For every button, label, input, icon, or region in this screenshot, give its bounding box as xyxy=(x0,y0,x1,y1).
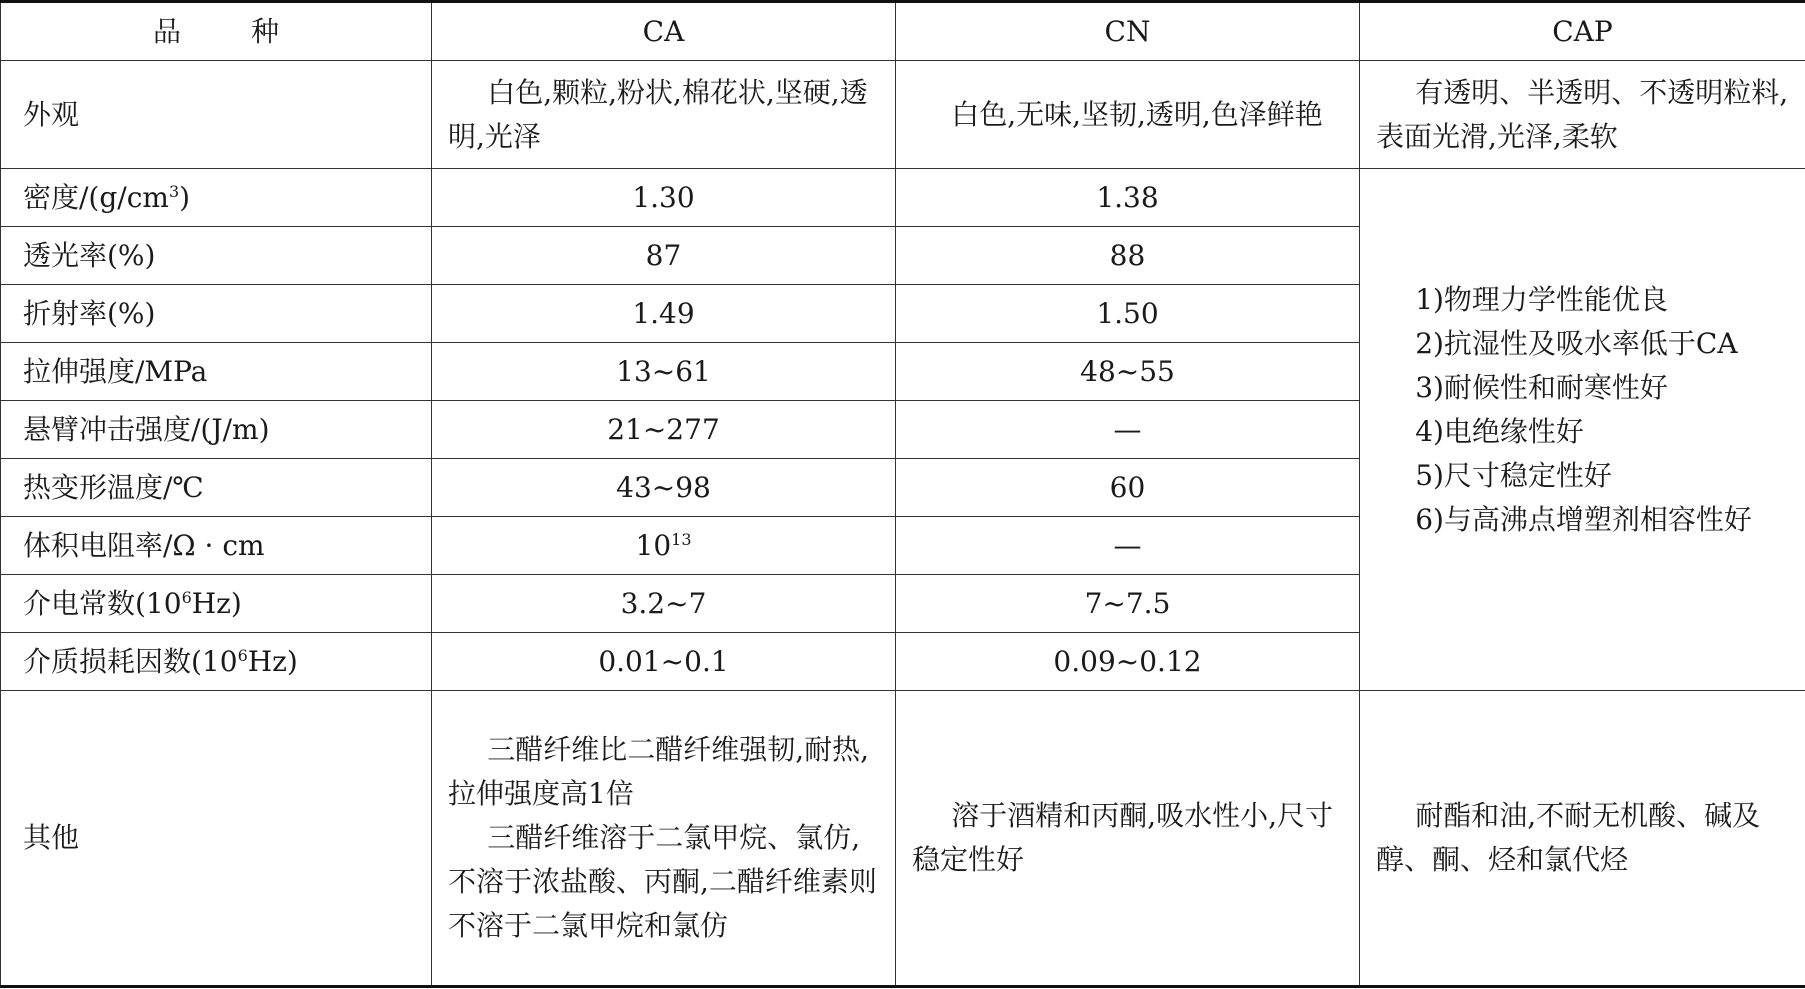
cap-property-item: 2)抗湿性及吸水率低于CA xyxy=(1415,326,1738,360)
other-ca-paragraph: 三醋纤维比二醋纤维强韧,耐热,拉伸强度高1倍 xyxy=(448,733,869,810)
label-dielectric: 介电常数$(10^6Hz)$ xyxy=(1,575,432,633)
cap-property-item: 6)与高沸点增塑剂相容性好 xyxy=(1415,502,1752,536)
transmittance-ca: 87 xyxy=(432,227,896,285)
header-variety: 品 种 xyxy=(1,2,432,61)
label-resistivity: 体积电阻率/Ω · cm xyxy=(1,517,432,575)
cap-property-item: 4)电绝缘性好 xyxy=(1415,414,1584,448)
label-transmittance: 透光率(%) xyxy=(1,227,432,285)
label-loss: 介质损耗因数$(10^6Hz)$ xyxy=(1,633,432,691)
transmittance-cn: 88 xyxy=(896,227,1360,285)
heat-ca: 43~98 xyxy=(432,459,896,517)
tensile-cn: 48~55 xyxy=(896,343,1360,401)
header-ca: CA xyxy=(432,2,896,61)
dielectric-cn: 7~7.5 xyxy=(896,575,1360,633)
header-row xyxy=(1,2,1805,61)
dielectric-ca: 3.2~7 xyxy=(432,575,896,633)
appearance-ca: 白色,颗粒,粉状,棉花状,坚硬,透明,光泽 xyxy=(432,61,896,169)
cap-properties xyxy=(1360,169,1805,691)
other-ca xyxy=(432,691,896,987)
refractive-ca: 1.49 xyxy=(432,285,896,343)
label-density: 密度$/(g/cm^3)$ xyxy=(1,169,432,227)
density-cn: 1.38 xyxy=(896,169,1360,227)
density-ca: 1.30 xyxy=(432,169,896,227)
resistivity-cn: — xyxy=(896,517,1360,575)
impact-ca: 21~277 xyxy=(432,401,896,459)
row-appearance xyxy=(1,61,1805,169)
label-tensile: 拉伸强度/MPa xyxy=(1,343,432,401)
label-refractive: 折射率(%) xyxy=(1,285,432,343)
appearance-cap: 有透明、半透明、不透明粒料,表面光滑,光泽,柔软 xyxy=(1360,61,1805,169)
other-cn: 溶于酒精和丙酮,吸水性小,尺寸稳定性好 xyxy=(896,691,1360,987)
label-impact: 悬臂冲击强度/(J/m) xyxy=(1,401,432,459)
label-heat: 热变形温度/℃ xyxy=(1,459,432,517)
row-density xyxy=(1,169,1805,227)
other-ca-paragraph: 三醋纤维溶于二氯甲烷、氯仿,不溶于浓盐酸、丙酮,二醋纤维素则不溶于二氯甲烷和氯仿 xyxy=(448,821,877,942)
heat-cn: 60 xyxy=(896,459,1360,517)
tensile-ca: 13~61 xyxy=(432,343,896,401)
cap-property-item: 5)尺寸稳定性好 xyxy=(1415,458,1612,492)
other-cap: 耐酯和油,不耐无机酸、碱及醇、酮、烃和氯代烃 xyxy=(1360,691,1805,987)
header-cn: CN xyxy=(896,2,1360,61)
cap-property-item: 1)物理力学性能优良 xyxy=(1415,282,1668,316)
label-appearance: 外观 xyxy=(1,61,432,169)
impact-cn: — xyxy=(896,401,1360,459)
loss-cn: 0.09~0.12 xyxy=(896,633,1360,691)
cap-property-item: 3)耐候性和耐寒性好 xyxy=(1415,370,1668,404)
loss-ca: 0.01~0.1 xyxy=(432,633,896,691)
appearance-cn: 白色,无味,坚韧,透明,色泽鲜艳 xyxy=(896,61,1360,169)
label-other: 其他 xyxy=(1,691,432,987)
refractive-cn: 1.50 xyxy=(896,285,1360,343)
resistivity-ca: $10^{13}$ xyxy=(432,517,896,575)
header-cap: CAP xyxy=(1360,2,1805,61)
row-other xyxy=(1,691,1805,987)
